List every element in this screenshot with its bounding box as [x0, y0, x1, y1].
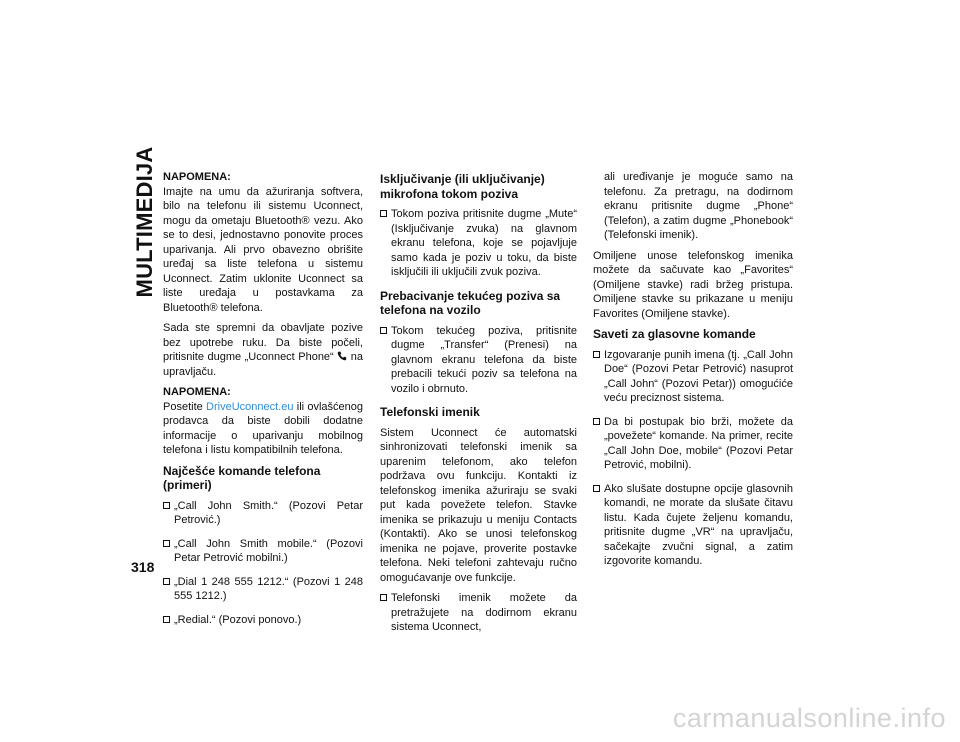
list-item: [163, 575, 363, 604]
note-text-2-before: Posetite: [163, 400, 203, 413]
list-item: [593, 415, 793, 473]
note-text: Imajte na umu da ažuriranja softvera, bilo na telefonu ili sistemu Uconnect, mogu da ometaju Bluetooth® vezu. Ako se to desi, jednostavno ponovite proces uparivanja. Ali prvo obavezno obrišite uređaj sa liste telefona u sistemu Uconnect. Zatim uklonite Uconnect sa liste uređaja u postavkama za Bluetooth® telefona.: [163, 185, 363, 314]
list-item: [593, 482, 793, 569]
phonebook-paragraph: Sistem Uconnect će automatski sinhronizovati telefonski imenik sa uparenim telefonom, ako telefon podržava ovu funkciju. Kontakti iz telefonskog imenika ažuriraju se svaki put kada povežete telefon. Stavke imenika se prikazuju u meniju Contacts (Kontakti). Ako se unosi telefonskog imenika ne pojave, proverite postavke telefona. Neki telefoni zahtevaju ručno omogućavanje ove funkcije.: [380, 426, 577, 584]
list-item: [163, 537, 363, 566]
checkbox-bullet-icon: [380, 210, 387, 217]
column-left: [163, 170, 363, 636]
watermark: carmanualsonline.info: [672, 703, 946, 733]
list-item-text: Ako slušate dostupne opcije glasovnih komandi, ne morate da slušate čitavu listu. Kada čujete željenu komandu, pritisnite dugme „VR“ na upravljaču, sačekajte zvučni signal, a zatim izgovorite komandu.: [604, 482, 793, 567]
note-text-2-after: ili ovlašćenog prodavca da biste dobili dodatne informacije o uparivanju mobilnog telefona i listu kompatibilnih telefona.: [163, 400, 364, 456]
note-title-2: NAPOMENA:: [163, 386, 231, 398]
driveuconnect-link[interactable]: DriveUconnect.eu: [206, 400, 294, 413]
favorites-paragraph: Omiljene unose telefonskog imenika možete da sačuvate kao „Favorites“ (Omiljene stavke) radi bržeg pristupa. Omiljene stavke su prikazane u meniju Favorites (Omiljene stavke).: [593, 249, 793, 320]
list-item-text: Izgovaranje punih imena (tj. „Call John Doe“ (Pozovi Petar Petrović) nasuprot „Call John“ (Pozovi Petar)) omogućiće veću preciznost sistema.: [604, 348, 793, 404]
checkbox-bullet-icon: [163, 540, 170, 547]
checkbox-bullet-icon: [163, 502, 170, 509]
phone-icon: [337, 351, 347, 361]
list-item: [380, 207, 577, 280]
checkbox-bullet-icon: [593, 418, 600, 425]
list-item: [163, 499, 363, 528]
checkbox-bullet-icon: [163, 616, 170, 623]
list-item: [380, 324, 577, 397]
section-heading-mute: Isključivanje (ili uključivanje) mikrofona tokom poziva: [380, 172, 545, 201]
transfer-list: [380, 324, 577, 397]
list-item-text: „Dial 1 248 555 1212.“ (Pozovi 1 248 555 1212.): [174, 575, 363, 602]
voice-tips-list: [593, 348, 793, 569]
list-item-text: Tokom poziva pritisnite dugme „Mute“ (Isključivanje zvuka) na glavnom ekranu telefona, koje se pojavljuje samo kada je poziv u toku, da biste isključili ili uključili zvuk poziva.: [391, 208, 577, 278]
paragraph-start-calls: [163, 321, 363, 379]
list-item: [380, 591, 577, 635]
list-item-text: Da bi postupak bio brži, možete da „povežete“ komande. Na primer, recite „Call John Doe, mobile“ (Pozovi Petar Petrović, mobilni).: [604, 415, 793, 471]
column-middle: [380, 172, 577, 644]
paragraph-start-calls-text: Sada ste spremni da obavljate pozive bez upotrebe ruku. Da biste počeli, pritisnite dugme „Uconnect Phone“: [163, 322, 363, 363]
paragraph-start-calls-end: na upravljaču.: [163, 351, 363, 378]
section-heading-phonebook: Telefonski imenik: [380, 405, 480, 419]
list-item-text: Tokom tekućeg poziva, pritisnite dugme „Transfer“ (Prenesi) na glavnom ekranu telefona da biste prebacili tekući poziv sa telefona na vozilo i obrnuto.: [391, 324, 577, 395]
common-commands-list: [163, 499, 363, 628]
checkbox-bullet-icon: [380, 327, 387, 334]
note-text-2: [163, 400, 363, 458]
phonebook-list: [380, 591, 577, 635]
checkbox-bullet-icon: [593, 351, 600, 358]
checkbox-bullet-icon: [163, 578, 170, 585]
list-item: [163, 613, 363, 628]
list-item-text: Telefonski imenik možete da pretražujete na dodirnom ekranu sistema Uconnect,: [391, 592, 577, 633]
mute-list: [380, 207, 577, 280]
list-item-text: „Call John Smith.“ (Pozovi Petar Petrović.): [174, 499, 363, 526]
note-title: NAPOMENA:: [163, 171, 231, 183]
list-item: [593, 348, 793, 406]
list-item-text: „Call John Smith mobile.“ (Pozovi Petar Petrović mobilni.): [174, 537, 363, 564]
checkbox-bullet-icon: [593, 485, 600, 492]
checkbox-bullet-icon: [380, 594, 387, 601]
section-heading-voice-tips: Saveti za glasovne komande: [593, 327, 756, 341]
list-item-text: „Redial.“ (Pozovi ponovo.): [174, 613, 302, 626]
section-side-label-text: MULTIMEDIJA: [132, 146, 157, 298]
section-heading-common-commands: Najčešće komande telefona (primeri): [163, 463, 321, 492]
section-heading-transfer: Prebacivanje tekućeg poziva sa telefona na vozilo: [380, 288, 561, 317]
section-side-label: [128, 146, 162, 298]
column-right: [593, 170, 793, 578]
list-item-continuation: ali uređivanje je moguće samo na telefonu. Za pretragu, na dodirnom ekranu pritisnite dugme „Phone“ (Telefon), a zatim dugme „Phonebook“ (Telefonski imenik).: [604, 171, 793, 241]
page-number: 318: [131, 559, 155, 575]
